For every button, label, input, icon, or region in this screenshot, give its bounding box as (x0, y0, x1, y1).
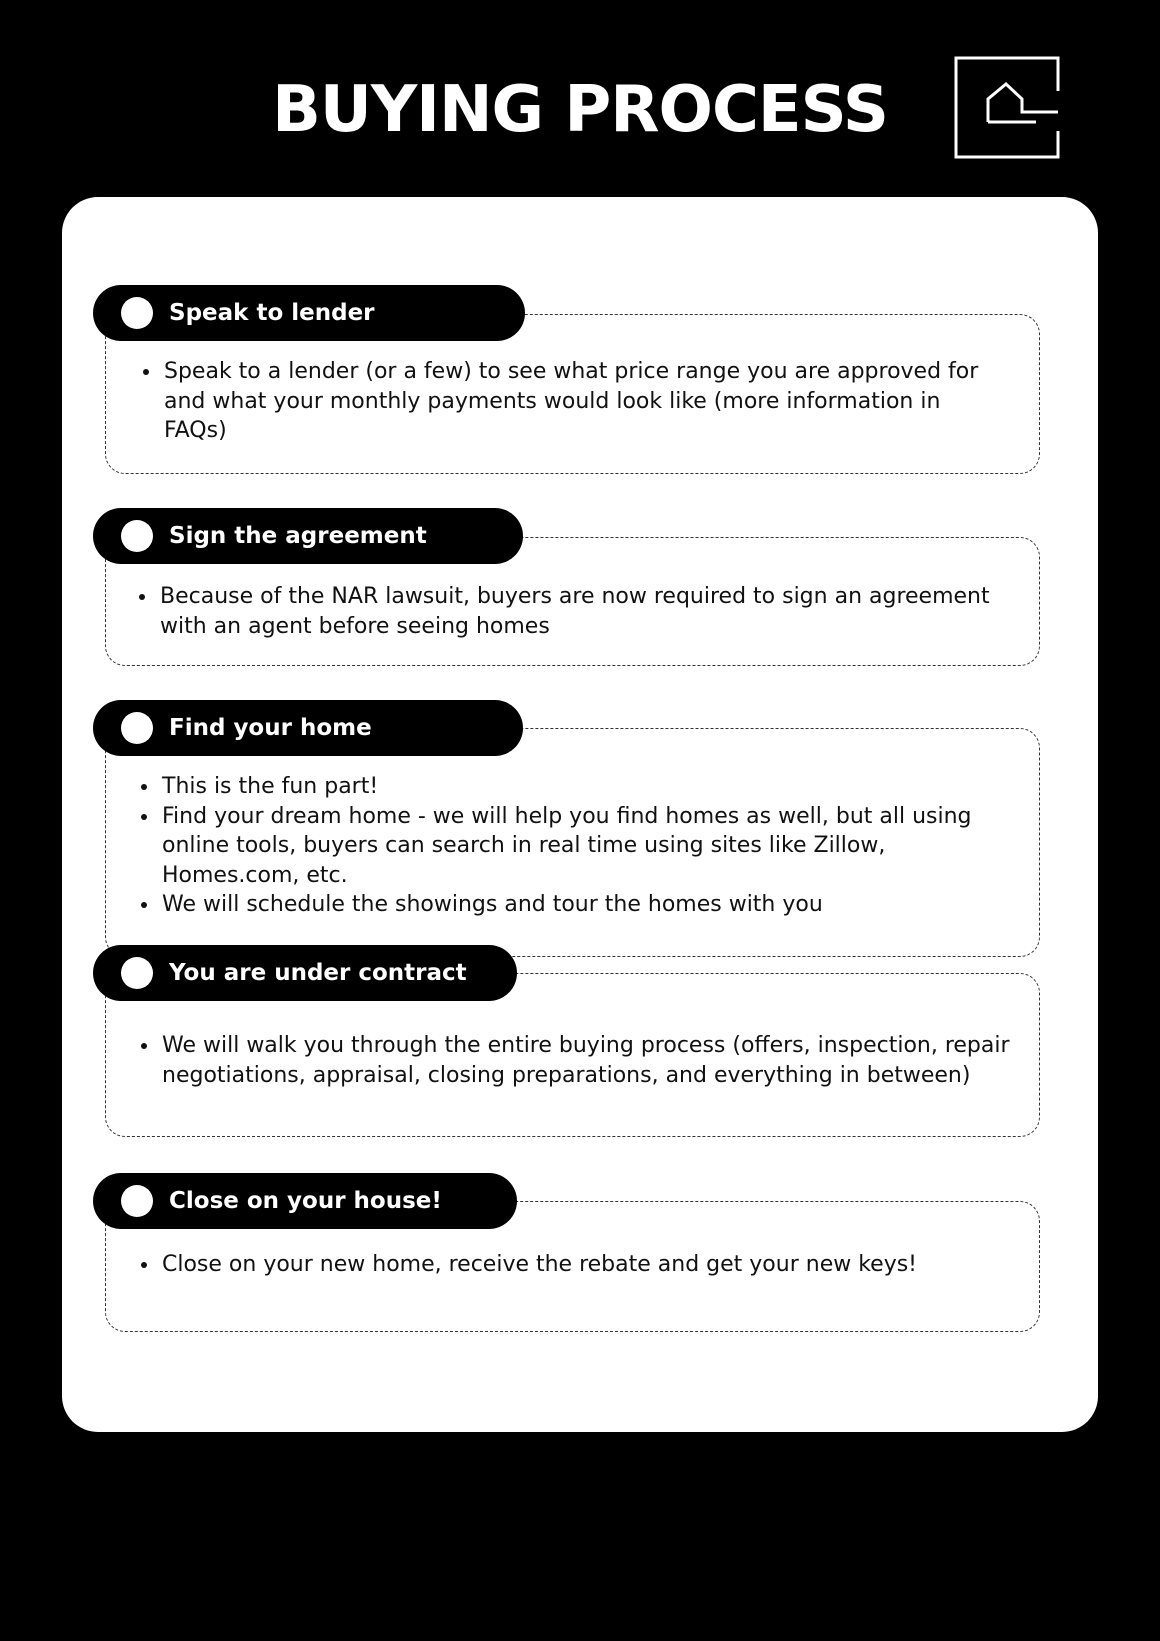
step-title: You are under contract (169, 960, 467, 986)
step-find-your-home (62, 700, 1098, 960)
house-logo-icon (954, 56, 1060, 160)
step-header-pill (93, 1173, 517, 1229)
steps-card (62, 197, 1098, 1432)
list-item: • Close on your new home, receive the rebate and get your new keys! (160, 1250, 1020, 1280)
step-bullet-list (136, 1250, 1020, 1280)
step-close-on-your-house (62, 1173, 1098, 1333)
step-bullet-list (138, 357, 992, 446)
step-title: Find your home (169, 715, 372, 741)
step-dot-icon (121, 520, 153, 552)
step-dot-icon (121, 1185, 153, 1217)
step-header-pill (93, 945, 517, 1001)
step-header-pill (93, 508, 523, 564)
step-under-contract (62, 945, 1098, 1137)
step-title: Speak to lender (169, 300, 375, 326)
list-item: • Speak to a lender (or a few) to see what price range you are approved for and what your monthly payments would look like (more information in FAQs) (162, 357, 992, 446)
step-header-pill (93, 285, 525, 341)
step-bullet-list (136, 772, 1010, 920)
step-title: Close on your house! (169, 1188, 442, 1214)
step-dot-icon (121, 297, 153, 329)
step-dot-icon (121, 712, 153, 744)
list-item: • We will walk you through the entire buying process (offers, inspection, repair negotiations, appraisal, closing preparations, and everything in between) (160, 1031, 1010, 1090)
page-title: BUYING PROCESS (272, 73, 888, 147)
list-item: • This is the fun part! (160, 772, 1010, 802)
list-item: • We will schedule the showings and tour the homes with you (160, 890, 1010, 920)
step-bullet-list (134, 582, 1028, 641)
step-content-box (105, 728, 1040, 957)
step-speak-to-lender (62, 285, 1098, 475)
step-sign-the-agreement (62, 508, 1098, 668)
step-bullet-list (136, 1031, 1010, 1090)
step-header-pill (93, 700, 523, 756)
step-dot-icon (121, 957, 153, 989)
list-item: • Because of the NAR lawsuit, buyers are now required to sign an agreement with an agent before seeing homes (158, 582, 1028, 641)
step-title: Sign the agreement (169, 523, 427, 549)
list-item: • Find your dream home - we will help you find homes as well, but all using online tools, buyers can search in real time using sites like Zillow, Homes.com, etc. (160, 802, 1010, 891)
